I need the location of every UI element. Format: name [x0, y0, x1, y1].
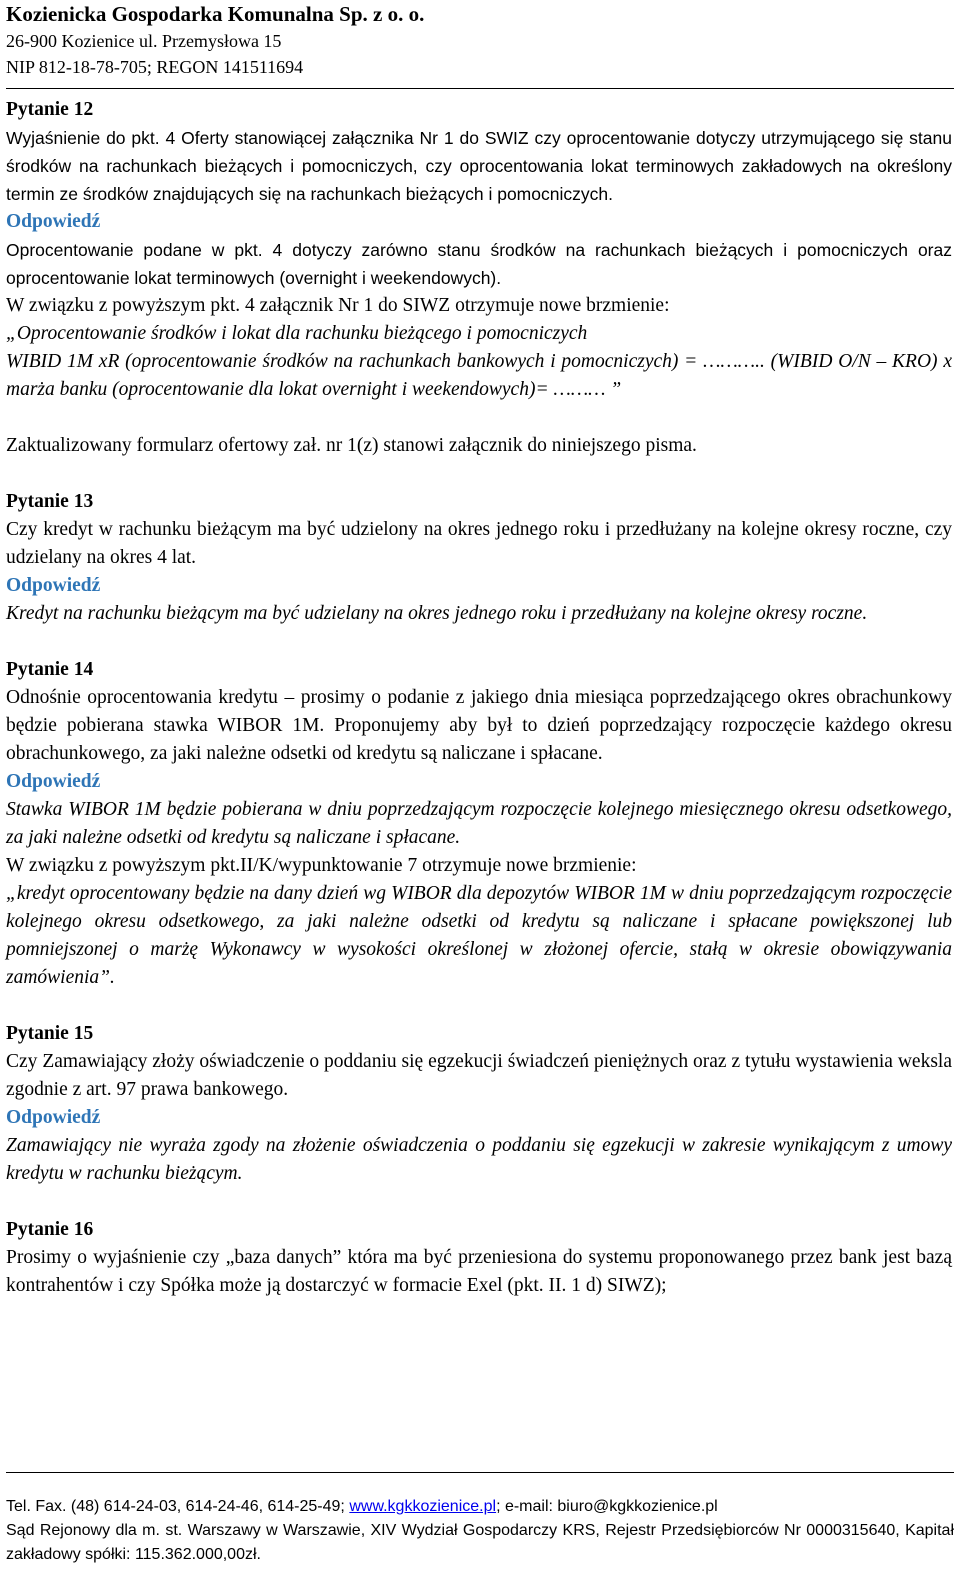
answer-12-text-4: WIBID 1M xR (oprocentowanie środków na rachunkach bankowych i pomocniczych) = ……….. (WIBID O/N – KRO) x marża banku (oprocentowanie dla lokat overnight i weekendowych)= ……… ”	[6, 351, 952, 400]
company-address: 26-900 Kozienice ul. Przemysłowa 15	[6, 31, 282, 51]
footer-email: ; e-mail: biuro@kgkkozienice.pl	[496, 1498, 718, 1515]
answer-15-label: Odpowiedź	[6, 1107, 101, 1128]
question-12-title: Pytanie 12	[6, 99, 94, 120]
footer-website-link[interactable]: www.kgkkozienice.pl	[349, 1498, 497, 1515]
footer-phone: Tel. Fax. (48) 614-24-03, 614-24-46, 614-25-49;	[6, 1498, 345, 1515]
question-16-text: Prosimy o wyjaśnienie czy „baza danych” która ma być przeniesiona do systemu proponowanego przez bank jest bazą kontrahentów i czy Spółka może ją dostarczyć w formacie Exel (pkt. II. 1 d) SIWZ);	[6, 1247, 952, 1296]
answer-15-text: Zamawiający nie wyraża zgody na złożenie oświadczenia o poddaniu się egzekucji w zakresie wynikającym z umowy kredytu w rachunku bieżącym.	[6, 1135, 952, 1184]
question-16-title: Pytanie 16	[6, 1219, 94, 1240]
footer-contact	[6, 1495, 954, 1519]
question-14-title: Pytanie 14	[6, 659, 94, 680]
answer-12-text-1: Oprocentowanie podane w pkt. 4 dotyczy zarówno stanu środków na rachunkach bieżących i pomocniczych oraz oprocentowanie lokat terminowych (overnight i weekendowych).	[6, 240, 952, 288]
answer-12-label: Odpowiedź	[6, 211, 101, 232]
answer-14-label: Odpowiedź	[6, 771, 101, 792]
answer-12-text-2: W związku z powyższym pkt. 4 załącznik Nr 1 do SIWZ otrzymuje nowe brzmienie:	[6, 295, 670, 316]
answer-14-text-1: Stawka WIBOR 1M będzie pobierana w dniu poprzedzającym rozpoczęcie kolejnego miesięcznego okresu odsetkowego, za jaki należne odsetki od kredytu są naliczane i spłacane.	[6, 799, 952, 848]
question-14-text: Odnośnie oprocentowania kredytu – prosimy o podanie z jakiego dnia miesiąca poprzedzającego okres obrachunkowy będzie pobierana stawka WIBOR 1M. Proponujemy aby był to dzień poprzedzający rozpoczęcie każdego okresu obrachunkowego, za jaki należne odsetki od kredytu są naliczane i spłacane.	[6, 687, 952, 764]
document-body	[6, 96, 952, 1300]
question-15-title: Pytanie 15	[6, 1023, 94, 1044]
company-name: Kozienicka Gospodarka Komunalna Sp. z o. o.	[6, 2, 425, 26]
question-12-text: Wyjaśnienie do pkt. 4 Oferty stanowiącej załącznika Nr 1 do SWIZ czy oprocentowanie dotyczy utrzymującego się stanu środków na rachunkach bieżących i pomocniczych, czy oprocentowania lokat terminowych zakładowych na określony termin ze środków znajdujących się na rachunkach bieżących i pomocniczych.	[6, 128, 952, 204]
company-ids: NIP 812-18-78-705; REGON 141511694	[6, 57, 304, 77]
answer-14-text-2: W związku z powyższym pkt.II/K/wypunktowanie 7 otrzymuje nowe brzmienie:	[6, 855, 637, 876]
answer-14-text-3: „kredyt oprocentowany będzie na dany dzień wg WIBOR dla depozytów WIBOR 1M w dniu poprzedzającym rozpoczęcie kolejnego okresu odsetkowego, za jaki należne odsetki od kredytu są naliczane i spłacane powiększonej lub pomniejszonej o marżę Wykonawcy w wysokości określonej w złożonej ofercie, stałą w okresie obowiązywania zamówienia”.	[6, 883, 952, 988]
footer	[6, 1472, 954, 1567]
footer-court: Sąd Rejonowy dla m. st. Warszawy w Warszawie, XIV Wydział Gospodarczy KRS, Rejestr Przedsiębiorców Nr 0000315640, Kapitał zakładowy spółki: 115.362.000,00zł.	[6, 1522, 954, 1563]
answer-12-text-3: „Oprocentowanie środków i lokat dla rachunku bieżącego i pomocniczych	[6, 323, 588, 344]
answer-13-label: Odpowiedź	[6, 575, 101, 596]
letterhead	[6, 0, 954, 89]
question-15-text: Czy Zamawiający złoży oświadczenie o poddaniu się egzekucji świadczeń pieniężnych oraz z tytułu wystawienia weksla zgodnie z art. 97 prawa bankowego.	[6, 1051, 952, 1100]
question-13-title: Pytanie 13	[6, 491, 94, 512]
answer-13-text: Kredyt na rachunku bieżącym ma być udzielany na okres jednego roku i przedłużany na kolejne okresy roczne.	[6, 603, 868, 624]
answer-12-text-5: Zaktualizowany formularz ofertowy zał. nr 1(z) stanowi załącznik do niniejszego pisma.	[6, 435, 697, 456]
question-13-text: Czy kredyt w rachunku bieżącym ma być udzielony na okres jednego roku i przedłużany na kolejne okresy roczne, czy udzielany na okres 4 lat.	[6, 519, 952, 568]
